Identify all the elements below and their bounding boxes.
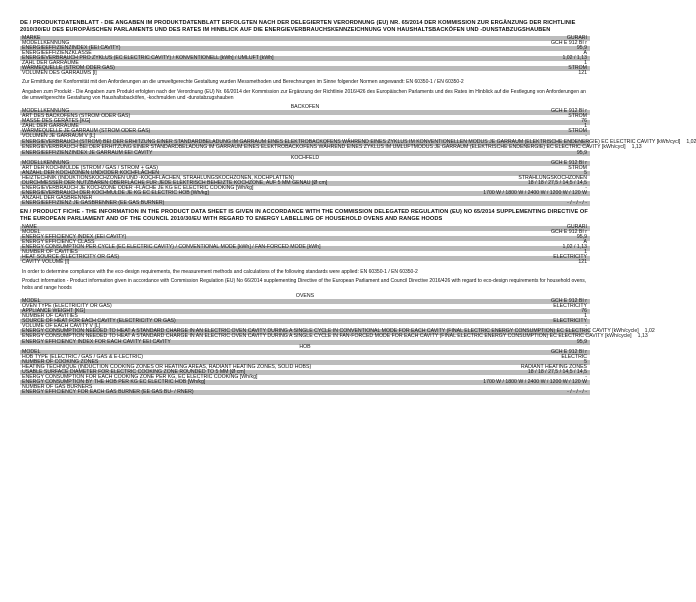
en-section <box>20 209 655 395</box>
row-value: 95,9 <box>576 149 587 156</box>
row-value: - <box>585 184 587 191</box>
row-label: HEAT SOURCE (ELECTRICITY OR GAS) <box>22 254 120 261</box>
de-standards-note: Zur Ermittlung der Konformität mit den Anforderungen an die umweltgerechte Gestaltung wurden Messmethoden und Berechnungen im Sinne folgender Normen angewandt: EN 60350-1 / EN 60350-2 <box>22 79 464 86</box>
row-value: 5 <box>584 358 587 365</box>
row-value: GURARI <box>566 224 587 231</box>
row-label: DURCHMESSER DER NUTZBAREN OBERFLÄCHE FÜR JEDE ELEKTRISCH BEHEIZTE KOCHZONE, AUF 5 MM GENAU [Ø cm] <box>22 179 328 186</box>
row-label: NUMBER OF CAVITIES <box>22 312 78 319</box>
row-value: 5 <box>584 169 587 176</box>
row-value: ELECTRICITY <box>553 302 587 309</box>
en-oven-table <box>20 297 655 345</box>
row-value: GURARI <box>566 34 587 41</box>
row-label: MODEL <box>22 297 41 304</box>
row-value: - / - / - / - <box>567 388 587 395</box>
de-hob-title: KOCHFELD <box>290 155 320 162</box>
row-value: GCH E 912 BI r <box>550 297 587 304</box>
row-value: 1 <box>584 312 587 319</box>
row-label: ENERGY CONSUMPTION BY THE HOB PER KG EC ELECTRIC HOB [Wh/kg] <box>22 378 206 385</box>
row-label: SOURCE OF HEAT FOR EACH CAVITY (ELECTRICITY OR GAS) <box>22 317 176 324</box>
en-product-info-note: Product information - Product information given in accordance with Commission Regulation (EU) No 66/2014 supplementing Directive of the European Parliament and Council Directive 2016/426 with regard to eco-design requirements for household ovens, hobs and range hoods <box>22 278 587 291</box>
row-value: 121 <box>578 259 587 266</box>
row-label: HEATING TECHNIQUE (INDUCTION COOKING ZONES OR HEATING AREAS, RADIANT HEATING ZONES, SOLID HOBS) <box>22 363 312 370</box>
row-label: MODELLKENNUNG <box>22 108 70 115</box>
row-label: CAVITY VOLUME [l] <box>22 259 70 266</box>
row-label: ENERGY EFFICIENCY CLASS <box>22 239 95 246</box>
row-value: 1 <box>584 249 587 256</box>
row-label: ART DES BACKOFENS (STROM ODER GAS) <box>22 113 131 120</box>
row-label: MODELLKENNUNG <box>22 39 70 46</box>
de-summary-table <box>20 36 590 76</box>
table-row <box>20 261 590 266</box>
en-summary-table <box>20 226 590 266</box>
row-label: VOLUMEN DES GARRAUMS [l] <box>22 69 97 76</box>
row-value: 1 <box>584 59 587 66</box>
row-value: 121 <box>578 69 587 76</box>
en-standards-note: In order to determine compliance with the eco-design requirements, the measurement methods and calculations of the following standards were applied: EN 60350-1 / EN 60350-2 <box>22 268 418 275</box>
row-label: ENERGIEEFFIZIENZKLASSE <box>22 49 92 56</box>
row-value: ELECTRIC <box>561 353 587 360</box>
row-label: MODEL <box>22 229 41 236</box>
row-label: ENERGY CONSUMPTION FOR EACH COOKING ZONE PER KG, EC ELECTRIC COOKING [Wh/kg] <box>22 373 258 380</box>
row-label: ENERGIEEFFIZIENZ JE GASBRENNER (EE GAS BURNER) <box>22 199 165 206</box>
row-label: ENERGY CONSUMPTION NEEDED TO HEAT A STANDARD CHARGE IN AN ELECTRIC OVEN CAVITY DURING A SINGLE CYCLE IN CONVENTIONAL MODE FOR EACH CAVITY (FINAL ELECTRIC ENERGY CONSUMPTION) EC ELECTRIC CAVITY [kWh/cycle] <box>22 327 639 334</box>
table-row <box>20 390 590 395</box>
row-label: MARKE <box>22 34 41 41</box>
row-value: STROM <box>568 64 587 71</box>
row-label: ENERGY EFFICIENCY FOR EACH GAS BURNER (EE GAS BU- / RNER) <box>22 388 194 395</box>
row-label: ENERGIEVERBRAUCH PRO ZYKLUS (EC ELECTRIC CAVITY) / KONVENTIONELL [kWh] / UMLUFT [kWh] <box>22 54 274 61</box>
row-value: 1700 W / 1800 W / 2400 W / 1200 W / 120 W <box>483 189 587 196</box>
row-value: - <box>585 322 587 329</box>
row-value: 1,02 / 1,13 <box>562 54 587 61</box>
row-value: 95,9 <box>576 234 587 241</box>
de-product-info-note: Angaben zum Produkt - Die Angaben zum Produkt erfolgten nach der Verordnung (EU) Nr. 66/2014 der Kommission zur Ergänzung der Richtlinie 2016/426 des Europäischen Parlaments und des Rates im Hinblick auf die Festlegung von Anforderungen an die umweltgerechte Gestaltung von Haushaltsbacköfen, -kochmulden und -dunstabzugshauben <box>22 88 586 102</box>
row-value: 76 <box>581 118 587 125</box>
row-label: HOB TYPE (ELECTRIC / GAS / GAS & E-LECTRIC) <box>22 353 143 360</box>
en-hob-title: HOB <box>299 344 311 351</box>
row-value: STROM <box>568 113 587 120</box>
de-section <box>20 20 696 206</box>
row-value: 1,13 <box>631 144 642 151</box>
row-value: 95,9 <box>576 338 587 345</box>
row-value: GCH E 912 BI r <box>550 348 587 355</box>
row-label: NAME <box>22 224 37 231</box>
row-value: STROM <box>568 128 587 135</box>
row-label: MASSE DES GERÄTES [KG] <box>22 118 91 125</box>
row-value: 18 / 18 / 27,5 / 14,5 / 14,5 <box>527 368 587 375</box>
row-label: WÄRMEQUELLE JE GARRAUM (STROM ODER GAS) <box>22 128 151 135</box>
row-label: ENERGIEEFFIZIENZINDEX JE GARRAUM EEI CAVITY <box>22 149 153 156</box>
row-label: MODELLKENNUNG <box>22 159 70 166</box>
row-label: NUMBER OF COOKING ZONES <box>22 358 99 365</box>
row-label: ANZAHL DER GASBRENNER <box>22 194 93 201</box>
row-value: GCH E 912 BI r <box>550 229 587 236</box>
row-label: ENERGY CONSUMPTION NEEDED TO HEAT A STANDARD CHARGE IN AN ELECTRIC OVEN CAVITY DURING A SINGLE CYCLE IN FAN-FORCED MODE FOR EACH CAVITY (FINAL ELECTRIC ENERGY CONSUMPTION) EC ELECTRIC CAVITY [kWh/cycle] <box>22 333 632 340</box>
row-label: NUMBER OF CAVITIES <box>22 249 78 256</box>
de-hob-table <box>20 161 590 206</box>
row-value: 76 <box>581 307 587 314</box>
row-label: VOLUMEN JE GARRAUM V [L] <box>22 133 96 140</box>
row-label: ZAHL DER GARRÄUME <box>22 59 79 66</box>
row-label: ENERGIEEFFIZIENZINDEX (EEI CAVITY) <box>22 44 121 51</box>
row-value: STROM <box>568 164 587 171</box>
en-hob-table <box>20 350 590 395</box>
row-label: MODEL <box>22 348 41 355</box>
row-label: APPLIANCE WEIGHT [KG] <box>22 307 86 314</box>
row-label: ENERGY EFFICIENCY INDEX (EEI CAVITY) <box>22 234 127 241</box>
row-value: 1700 W / 1800 W / 2400 W / 1200 W / 120 W <box>483 378 587 385</box>
de-heading: DE / PRODUKTDATENBLATT - DIE ANGABEN IM PRODUKTDATENBLATT ERFOLGTEN NACH DER DELEGIERTEN VERORDNUNG (EU) NR. 65/2014 DER KOMMISSION ZUR ERGÄNZUNG DER RICHTLINIE 2010/30/EU DES EUROPÄISCHEN PARLAMENTS UND DES RATES IM HINBLICK AUF DIE ENERGIEVERBRAUCHSKENNZEICHNUNG VON HAUSHALTSBACKÖFEN UND -DUNSTABZUGSHAUBEN <box>20 20 576 33</box>
row-value: ELECTRICITY <box>553 254 587 261</box>
de-oven-table <box>20 108 696 156</box>
row-value: ELECTRICITY <box>553 317 587 324</box>
row-value: 18 / 18 / 27,5 / 14,5 / 14,5 <box>527 179 587 186</box>
product-datasheet <box>20 20 696 395</box>
row-value: 95,9 <box>576 44 587 51</box>
row-value: GCH E 912 BI r <box>550 39 587 46</box>
row-label: ZAHL DER GARRÄUME <box>22 123 79 130</box>
row-label: WÄRMEQUELLE (STROM ODER GAS) <box>22 64 115 71</box>
row-label: ANZAHL DER KOCHZONEN UND/ODER KOCHFLÄCHEN <box>22 169 160 176</box>
row-value: A <box>583 49 587 56</box>
row-label: ENERGIEVERBRAUCH (STROM) BEI DER ERHITZUNG EINER STANDARDBELADUNG IM GARRAUM EINES ELEKTROBACKOFENS WÄHREND EINES ZYKLUS IM KONVENTIONELLEN MODUS JE GARRAUM (ELEKTRISCHE ENDENERGIE) EC ELECTRIC CAVITY [kWh/cycl] <box>22 138 681 145</box>
row-label: ENERGIEVERBRAUCH JE KOCHZONE ODER -FLÄCHE JE KG EC ELECTRIC COOKING [Wh/kg] <box>22 184 254 191</box>
row-label: ENERGIEVERBRAUCH DER KOCHMULDE JE KG EC ELECTRIC HOB [Wh/kg] <box>22 189 209 196</box>
row-label: VOLUME OF EACH CAVITY V [L] <box>22 322 101 329</box>
row-value: A <box>583 239 587 246</box>
row-label: ENERGY EFFICIENCY INDEX FOR EACH CAVITY EEI CAVITY <box>22 338 171 345</box>
row-value: 1,02 <box>644 327 655 334</box>
row-value: 1 <box>584 123 587 130</box>
row-label: ART DER KOCHMULDE (STROM / GAS / STROM + GAS) <box>22 164 158 171</box>
row-value: GCH E 912 BI r <box>550 159 587 166</box>
row-value: 1,13 <box>637 333 648 340</box>
table-row <box>20 201 590 206</box>
row-value: STRAHLUNGSKOCHZONEN <box>518 174 587 181</box>
row-value: - <box>585 373 587 380</box>
row-value: 1,02 / 1,13 <box>562 244 587 251</box>
en-heading: EN / PRODUCT FICHE - THE INFORMATION IN THE PRODUCT DATA SHEET IS GIVEN IN ACCORDANCE WITH THE COMMISSION DELEGATED REGULATION (EU) NO 65/2014 SUPPLEMENTING DIRECTIVE OF THE EUROPEAN PARLIAMENT AND OF THE COUNCIL 2010/30/EU WITH REGARD TO ENERGY LABELLING OF HOUSEHOLD OVENS AND RANGE HOODS <box>20 209 588 222</box>
row-label: USABLE SURFACE DIAMETER FOR ELECTRIC COOKING ZONE ROUNDED TO 5 MM [Ø cm] <box>22 368 246 375</box>
row-label: NUMBER OF GAS BURNERS <box>22 383 93 390</box>
row-label: ENERGIEVERBRAUCH BEI DER ERHITZUNG EINER STANDARDBELADUNG IM GARRAUM EINES ELEKTROBACKOFENS WÄHREND EINES ZYKLUS IM UMLUFTMODUS JE GARRAUM (ELEKTRISCHE ENDENERGIE) EC ELECTRIC CAVITY [kWh/cycl] <box>22 144 626 151</box>
row-label: HEIZTECHNIK (INDUKTIONSKOCHZONEN UND -KOCHFLÄCHEN, STRAHLUNGSKOCHZONEN, KOCHPLATTEN) <box>22 174 294 181</box>
row-value: 1,02 <box>686 138 696 145</box>
row-value: GCH E 912 BI r <box>550 108 587 115</box>
row-label: ENERGY CONSUMPTION PER CYCLE (EC ELECTRIC CAVITY) / CONVENTIONAL MODE [kWh] / FAN-FORCED MODE [kWh] <box>22 244 321 251</box>
en-oven-title: OVENS <box>295 293 315 299</box>
row-value: - <box>585 133 587 140</box>
de-oven-title: BACKOFEN <box>290 103 320 110</box>
row-value: RADIANT HEATING ZONES <box>520 363 587 370</box>
row-value: - / - / - / - <box>567 199 587 206</box>
table-row <box>20 71 590 76</box>
row-label: OVEN TYPE (ELECTRICITY OR GAS) <box>22 302 112 309</box>
